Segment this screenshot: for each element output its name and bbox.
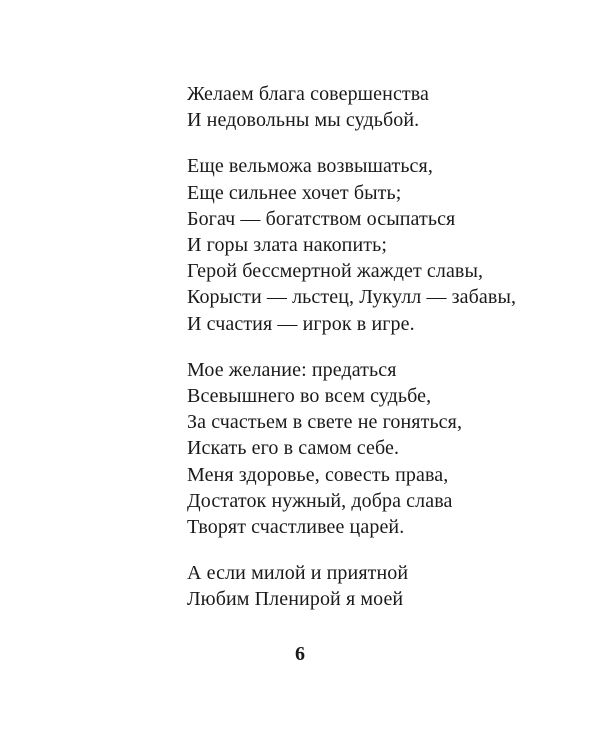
poem-text [187,81,587,633]
poem-line: Желаем блага совершенства [187,83,430,105]
poem-line: Еще сильнее хочет быть; [187,181,402,204]
poem-line: Корысти — льстец, Лукулл — забавы, [187,286,517,309]
stanza-1 [187,81,587,133]
stanza-3 [187,357,587,540]
poem-line: Меня здоровье, совесть права, [187,463,449,486]
poem-line: И недовольны мы судьбой. [187,109,420,132]
poem-line: Герой бессмертной жаждет славы, [187,260,484,283]
poem-line: Всевышнего во всем судьбе, [187,385,432,408]
stanza-2 [187,153,587,336]
poem-line: И горы злата накопить; [187,234,387,257]
page-number: 6 [295,643,305,665]
poem-line: Искать его в самом себе. [187,437,400,460]
poem-line: Еще вельможа возвышаться, [187,155,433,178]
poem-line: За счастьем в свете не гоняться, [187,411,463,434]
poem-line: Творят счастливее царей. [187,516,405,539]
poem-line: Богач — богатством осыпаться [187,207,456,230]
poem-line: А если милой и приятной [187,562,409,585]
poem-line: И счастия — игрок в игре. [187,312,415,335]
stanza-4 [187,560,587,612]
poem-line: Достаток нужный, добра слава [187,489,453,512]
poem-line: Любим Пленирой я моей [187,588,404,611]
poem-line: Мое желание: предаться [187,358,397,381]
